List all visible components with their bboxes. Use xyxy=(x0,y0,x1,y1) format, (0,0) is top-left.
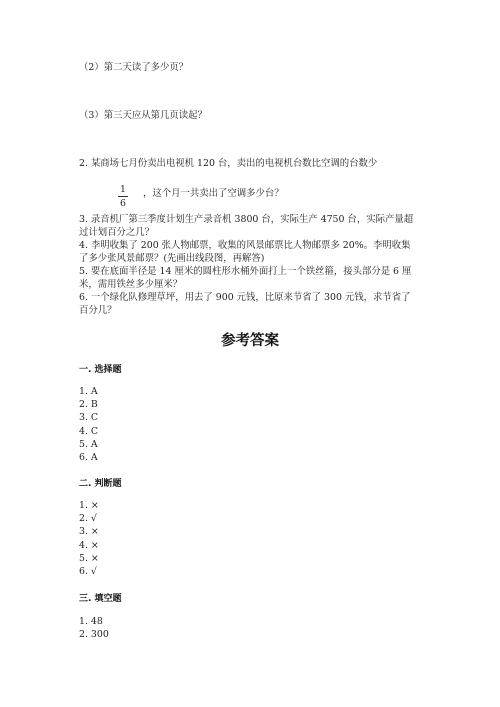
question-3-line-1: 3. 录音机厂第三季度计划生产录音机 3800 台，实际生产 4750 台，实际产量超 xyxy=(79,214,414,225)
question-5-line-1: 5. 要在底面半径是 14 厘米的圆柱形水桶外面打上一个铁丝箍，接头部分是 6 厘 xyxy=(79,266,412,277)
answer-item: 2. B xyxy=(79,399,98,411)
question-4-line-1: 4. 李明收集了 200 张人物邮票，收集的风景邮票比人物邮票多 20%。李明收集 xyxy=(79,240,411,251)
answer-list-judgment xyxy=(79,499,99,578)
answer-item: 4. C xyxy=(79,425,99,437)
answer-item: 3. C xyxy=(79,412,99,424)
answer-item: 1. A xyxy=(79,386,98,397)
answer-key-title: 参考答案 xyxy=(221,333,279,349)
question-3-line-2: 过计划百分之几？ xyxy=(79,227,155,238)
answer-item: 1. × xyxy=(79,500,99,511)
question-4-line-2: 了多少张风景邮票？(先画出线段图，再解答) xyxy=(79,253,265,264)
question-2-line-1: 2. 某商场七月份卖出电视机 120 台，卖出的电视机台数比空调的台数少 xyxy=(79,158,378,169)
question-6-line-2: 百分几？ xyxy=(79,305,117,316)
answer-list-fill-in xyxy=(79,615,109,641)
answer-item: 5. A xyxy=(79,438,98,450)
question-6-line-1: 6. 一个绿化队修理草坪，用去了 900 元钱，比原来节省了 300 元钱，求节省了 xyxy=(79,292,411,303)
section-heading-choice: 一. 选择题 xyxy=(79,365,122,375)
section-heading-fill-in: 三. 填空题 xyxy=(79,594,122,604)
answer-list-choice xyxy=(79,385,98,464)
answer-item: 2. 300 xyxy=(79,629,109,641)
answer-item: 1. 48 xyxy=(79,616,103,627)
answer-item: 6. √ xyxy=(79,566,97,578)
question-2-line-2: ，这个月一共卖出了空调多少台？ xyxy=(143,188,284,199)
section-heading-judgment: 二. 判断题 xyxy=(79,479,122,489)
fraction-numerator: 1 xyxy=(120,184,126,195)
fraction-bar xyxy=(118,196,128,197)
fraction-denominator: 6 xyxy=(120,198,126,209)
answer-item: 5. × xyxy=(79,552,99,564)
fraction-one-sixth xyxy=(117,184,129,209)
answer-item: 4. × xyxy=(79,539,99,551)
answer-item: 6. A xyxy=(79,452,98,464)
question-2-subpart: （2）第二天读了多少页？ xyxy=(79,62,189,73)
question-5-line-2: 米，需用铁丝多少厘米？ xyxy=(79,279,183,290)
answer-item: 2. √ xyxy=(79,513,97,525)
answer-item: 3. × xyxy=(79,526,99,538)
question-3-subpart: （3）第三天应从第几页读起？ xyxy=(79,110,207,121)
